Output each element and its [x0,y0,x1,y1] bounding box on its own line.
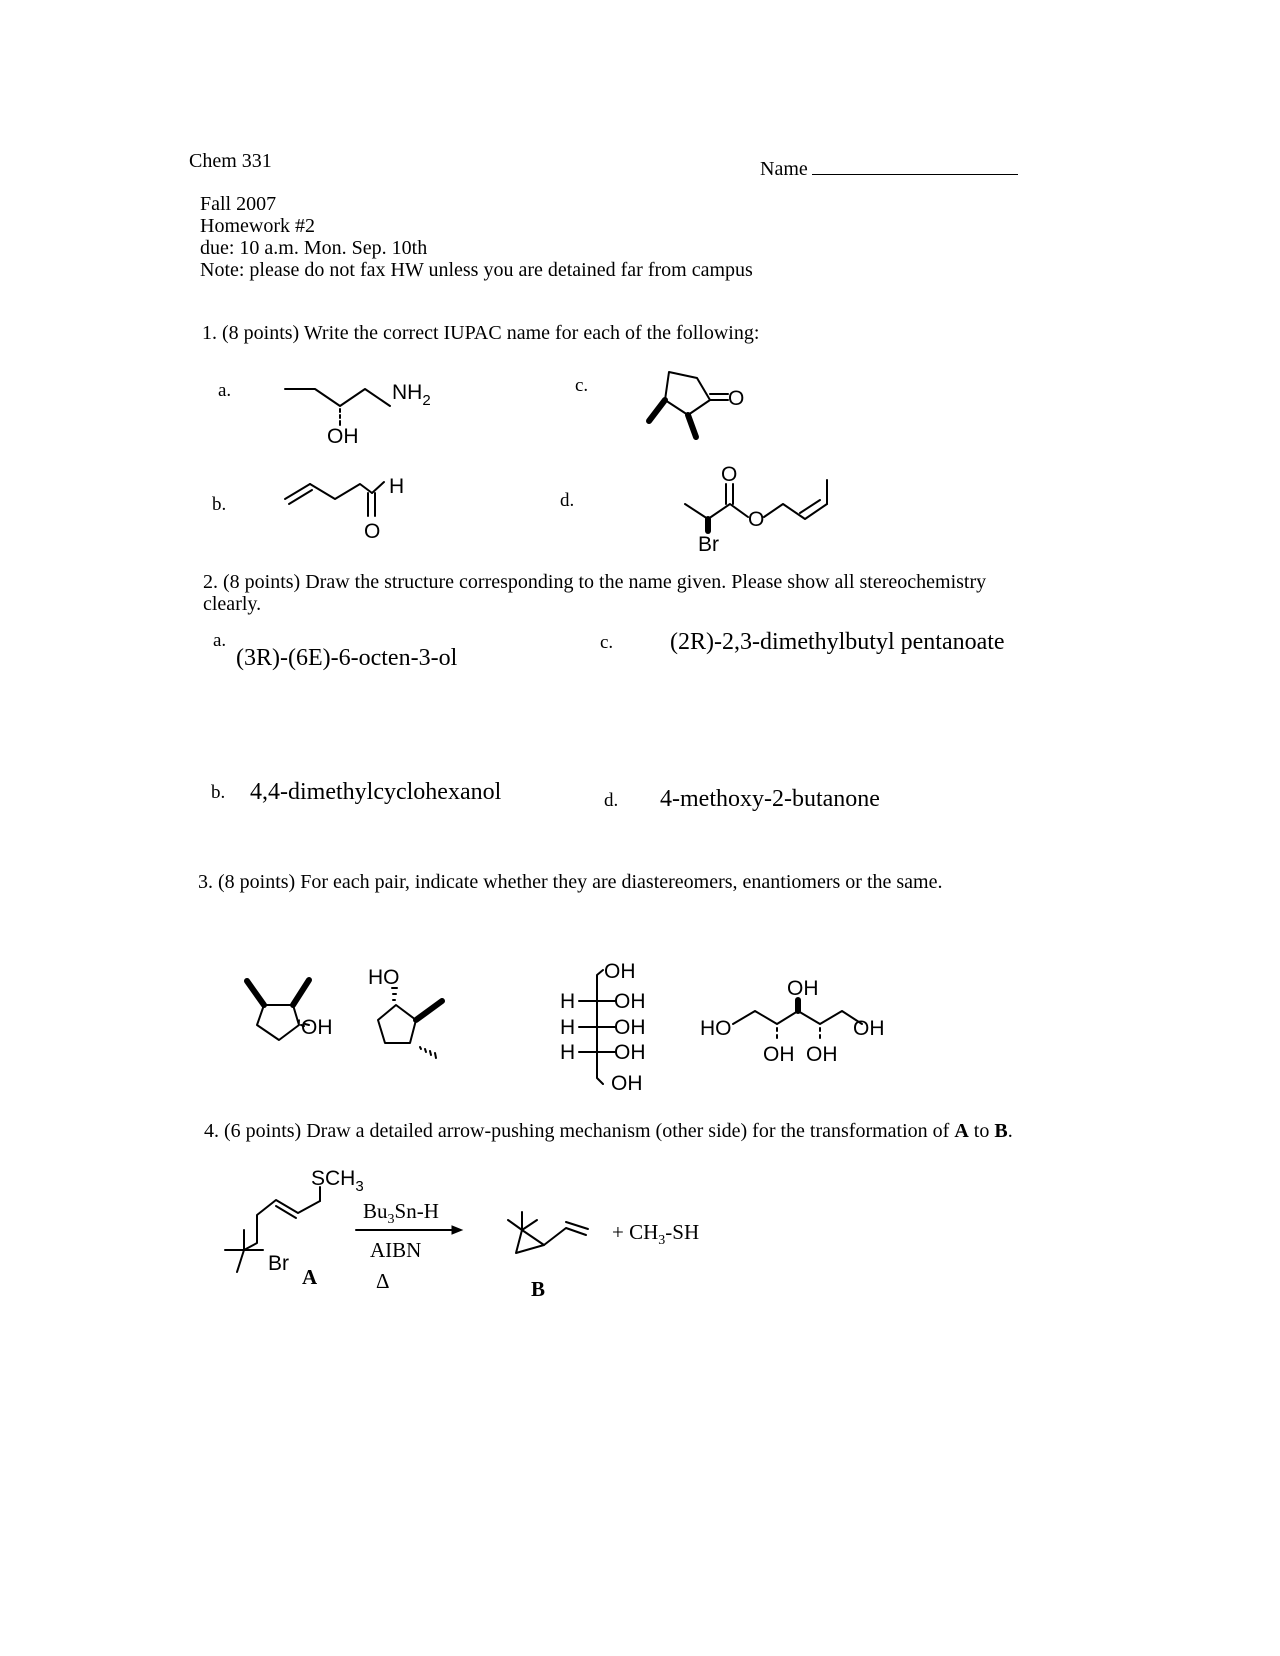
q2-name-d: 4-methoxy-2-butanone [660,786,880,812]
q4-label-a: A [302,1265,318,1289]
q4-br-label: Br [268,1252,289,1275]
q3-fischer-h1: H [560,990,576,1013]
q4-reagent-top: $Bu_3Sn-H$ [363,1199,439,1227]
q3-zigzag-oh-right: OH [853,1017,885,1040]
q1a-nh2-label: $NH_2$ [392,381,431,409]
q3-fischer-oh-bottom: OH [611,1072,643,1095]
q2-name-a: (3R)-(6E)-6-octen-3-ol [236,645,458,671]
q3-zigzag-oh-bottom1: OH [763,1043,795,1066]
q2-label-a: a. [213,630,227,651]
fax-note: Note: please do not fax HW unless you are detained far from campus [200,259,753,281]
q4-reagent-bottom: AIBN [370,1238,422,1262]
q4-prompt: 4. (6 points) Draw a detailed arrow-pushing mechanism (other side) for the transformation of A to B. [204,1120,1013,1142]
q2-label-c: c. [600,632,614,653]
course-title: Chem 331 [189,150,272,172]
term: Fall 2007 [200,193,277,215]
q2-label-d: d. [604,790,619,811]
q3-fischer-oh2: OH [614,1016,646,1039]
q4-compound-b [508,1212,588,1301]
q1d-o-carbonyl: O [721,463,738,486]
q1-label-a: a. [218,380,232,401]
q4-sch3-label: $SCH_3$ [311,1167,364,1195]
q2-name-b: 4,4-dimethylcyclohexanol [250,779,502,805]
q1-prompt: 1. (8 points) Write the correct IUPAC name for each of the following: [202,322,760,344]
assignment-title: Homework #2 [200,215,315,237]
q4-prompt-b: B [994,1120,1008,1142]
q3-fischer-h2: H [560,1016,576,1039]
q1a-oh-label: OH [327,425,359,448]
q4-compound-a [225,1167,364,1289]
q3-zigzag-oh-bottom2: OH [806,1043,838,1066]
due-date: due: 10 a.m. Mon. Sep. 10th [200,237,428,259]
name-label: Name [760,158,808,180]
q3-fischer-oh3: OH [614,1041,646,1064]
q1-label-c: c. [575,375,589,396]
q2-name-c: (2R)-2,3-dimethylbutyl pentanoate [670,629,1005,655]
q3-prompt: 3. (8 points) For each pair, indicate whether they are diastereomers, enantiomers or the same. [198,871,943,893]
q2-prompt-line1: 2. (8 points) Draw the structure corresponding to the name given. Please show all stereochemistry [203,571,987,593]
q4-label-b: B [531,1277,546,1301]
q4-reaction-arrow [356,1199,462,1293]
q1c-o-label: O [728,387,745,410]
q2-label-b: b. [211,782,226,803]
q1b-h-label: H [389,475,405,498]
q2-prompt-line2: clearly. [203,593,262,615]
q1-label-d: d. [560,490,575,511]
q3-pair1-left-oh: 'OH [297,1016,333,1039]
q3-zigzag-ho-left: HO [700,1017,732,1040]
q4-prompt-a: A [954,1120,969,1142]
q3-pair1-right-ho: HO [368,966,400,989]
q3-fischer-oh1: OH [614,990,646,1013]
q1b-o-label: O [364,520,381,543]
heat-icon: Δ [376,1269,390,1293]
q4-byproduct: + $CH_3-SH$ [612,1220,700,1248]
q3-zigzag-oh-top: OH [787,977,819,1000]
q1d-o-ester: O [748,508,765,531]
q3-fischer-h3: H [560,1041,576,1064]
q3-fischer-oh-top: OH [604,960,636,983]
q1d-br-label: Br [698,533,719,556]
q1-label-b: b. [212,494,227,515]
